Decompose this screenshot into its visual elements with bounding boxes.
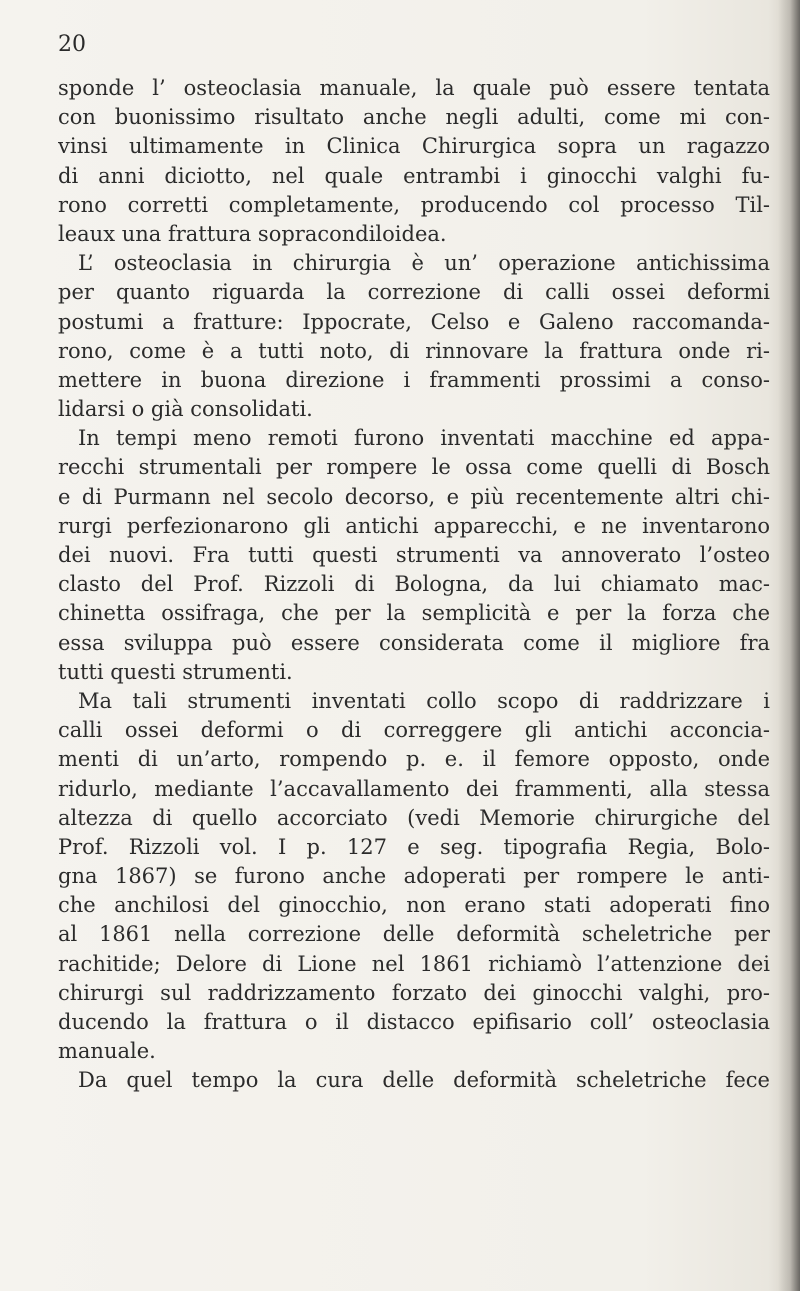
text-line: leaux una frattura sopracondiloidea. xyxy=(58,221,447,246)
text-line: chirurgi sul raddrizzamento forzato dei ginocchi valghi, pro- xyxy=(58,980,770,1005)
text-line: di anni diciotto, nel quale entrambi i ginocchi valghi fu- xyxy=(58,163,770,188)
text-line: rurgi perfezionarono gli antichi apparecchi, e ne inventarono xyxy=(58,513,770,538)
text-line: recchi strumentali per rompere le ossa come quelli di Bosch xyxy=(58,455,770,480)
text-line: dei nuovi. Fra tutti questi strumenti va annoverato l’osteo xyxy=(58,543,770,567)
text-line: L’ osteoclasia in chirurgia è un’ operazione antichissima xyxy=(78,251,770,276)
text-line: rachitide; Delore di Lione nel 1861 richiamò l’attenzione dei xyxy=(58,951,770,976)
text-line: e di Purmann nel secolo decorso, e più recentemente altri chi- xyxy=(58,484,770,509)
text-line: vinsi ultimamente in Clinica Chirurgica sopra un ragazzo xyxy=(58,134,770,159)
text-line: calli ossei deformi o di correggere gli antichi acconcia- xyxy=(58,718,770,743)
text-line: per quanto riguarda la correzione di calli ossei deformi xyxy=(58,280,770,305)
text-line: al 1861 nella correzione delle deformità scheletriche per xyxy=(58,922,770,947)
text-line: tutti questi strumenti. xyxy=(58,659,293,684)
text-line: sponde l’ osteoclasia manuale, la quale può essere tentata xyxy=(58,76,770,100)
text-line: ridurlo, mediante l’accavallamento dei frammenti, alla stessa xyxy=(58,776,770,801)
text-line: gna 1867) se furono anche adoperati per rompere le anti- xyxy=(58,864,770,889)
text-line: rono corretti completamente, producendo col processo Til- xyxy=(58,192,770,217)
text-line: menti di un’arto, rompendo p. e. il femore opposto, onde xyxy=(58,747,770,772)
text-line: essa sviluppa può essere considerata come il migliore fra xyxy=(58,630,770,655)
text-line: manuale. xyxy=(58,1039,156,1064)
text-line: In tempi meno remoti furono inventati macchine ed appa- xyxy=(78,426,770,451)
body-text xyxy=(58,74,770,1096)
text-line: Da quel tempo la cura delle deformità scheletriche fece xyxy=(78,1068,770,1093)
text-line: Ma tali strumenti inventati collo scopo di raddrizzare i xyxy=(78,688,770,713)
page-edge-shadow xyxy=(778,0,800,1291)
text-line: Prof. Rizzoli vol. I p. 127 e seg. tipografia Regia, Bolo- xyxy=(58,834,770,859)
text-line: chinetta ossifraga, che per la semplicità e per la forza che xyxy=(58,601,770,626)
text-line: rono, come è a tutti noto, di rinnovare la frattura onde ri- xyxy=(58,338,770,363)
text-line: che anchilosi del ginocchio, non erano stati adoperati fino xyxy=(58,893,770,918)
text-line: postumi a fratture: Ippocrate, Celso e Galeno raccomanda- xyxy=(58,309,770,334)
page-number: 20 xyxy=(58,32,86,57)
text-line: lidarsi o già consolidati. xyxy=(58,397,313,422)
text-line: con buonissimo risultato anche negli adulti, come mi con- xyxy=(58,105,770,130)
text-line: clasto del Prof. Rizzoli di Bologna, da lui chiamato mac- xyxy=(58,572,770,597)
text-line: mettere in buona direzione i frammenti prossimi a conso- xyxy=(58,367,770,392)
text-line: altezza di quello accorciato (vedi Memorie chirurgiche del xyxy=(58,805,770,830)
text-line: ducendo la frattura o il distacco epifisario coll’ osteoclasia xyxy=(58,1010,770,1034)
